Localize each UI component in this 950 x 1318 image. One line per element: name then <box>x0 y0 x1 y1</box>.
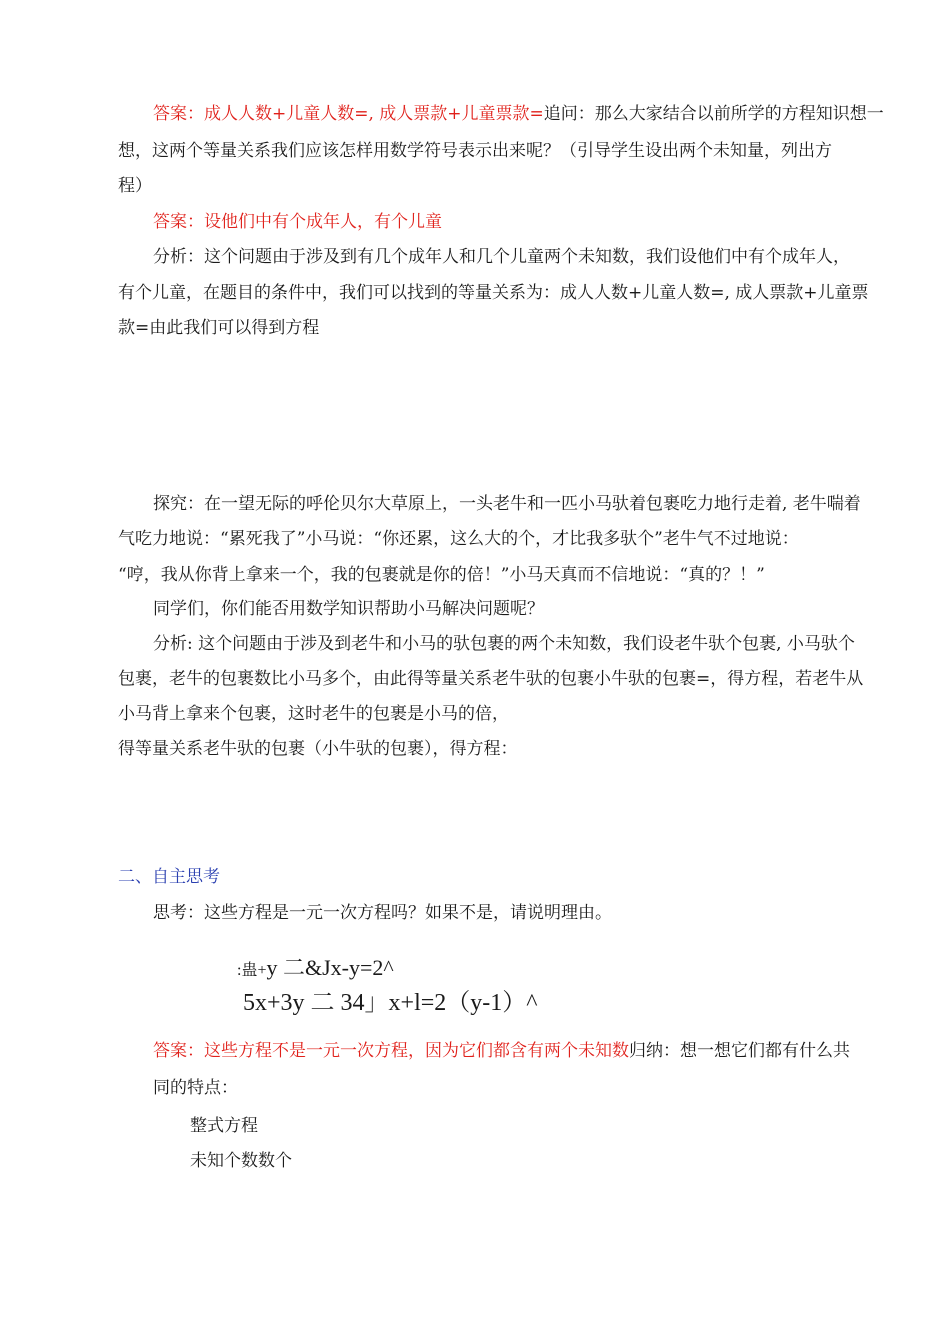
answer-red-text: 答案：这些方程不是一元一次方程，因为它们都含有两个未知数 <box>153 1041 629 1061</box>
paragraph-line: 包裹，老牛的包裹数比小马多个，由此得等量关系老牛驮的包裹小牛驮的包裹=，得方程，若老牛从 <box>118 669 864 689</box>
equation-text: y 二&Jx-y=2^ <box>266 955 394 980</box>
explore-line: 探究：在一望无际的呼伦贝尔大草原上，一头老牛和一匹小马驮着包裹吃力地行走着, 老牛喘着 <box>153 494 861 514</box>
answer-line-3 <box>153 1040 850 1062</box>
equation-line-2: 5x+3y 二 34」x+l=2（y-1）^ <box>243 990 538 1016</box>
paragraph-line: 程） <box>118 176 152 196</box>
paragraph-line: 小马背上拿来个包裹，这时老牛的包裹是小马的倍， <box>118 704 509 724</box>
question-line: 同学们，你们能否用数学知识帮助小马解决问题呢？ <box>153 599 544 619</box>
paragraph-line: 有个儿童，在题目的条件中，我们可以找到的等量关系为：成人人数+儿童人数=, 成人票款+儿童票 <box>118 283 869 303</box>
list-item: 整式方程 <box>190 1116 258 1136</box>
paragraph-line: 气吃力地说：“累死我了”小马说：“你还累，这么大的个，才比我多驮个”老牛气不过地说： <box>118 529 799 549</box>
analysis-line: 分析: 这个问题由于涉及到老牛和小马的驮包裹的两个未知数，我们设老牛驮个包裹, 小马驮个 <box>153 634 855 654</box>
think-line: 思考：这些方程是一元一次方程吗？如果不是，请说明理由。 <box>153 903 612 923</box>
paragraph-line: 想，这两个等量关系我们应该怎样用数学符号表示出来呢？（引导学生设出两个未知量，列出方 <box>118 141 832 161</box>
summary-text: 归纳：想一想它们都有什么共 <box>629 1041 850 1061</box>
list-item: 未知个数数个 <box>190 1151 292 1171</box>
answer-red-text: 成人人数+儿童人数=, 成人票款+儿童票款= <box>204 104 544 124</box>
paragraph-line: “哼，我从你背上拿来一个，我的包裹就是你的倍！”小马天真而不信地说：“真的？！” <box>118 565 765 585</box>
equation-fragment: :蛊+ <box>237 962 267 979</box>
paragraph-line: 同的特点： <box>153 1078 238 1098</box>
followup-text: 追问：那么大家结合以前所学的方程知识想一 <box>543 104 884 124</box>
section-heading: 二、自主思考 <box>118 867 220 887</box>
answer-line-2: 答案：设他们中有个成年人，有个儿童 <box>153 212 442 232</box>
equation-line-1 <box>237 951 394 982</box>
answer-red-text: 答案： <box>153 104 204 124</box>
answer-line-1 <box>153 103 884 125</box>
paragraph-line: 得等量关系老牛驮的包裹（小牛驮的包裹），得方程： <box>118 739 518 759</box>
analysis-line: 分析：这个问题由于涉及到有几个成年人和几个儿童两个未知数，我们设他们中有个成年人， <box>153 247 850 267</box>
paragraph-line: 款=由此我们可以得到方程 <box>118 318 320 338</box>
